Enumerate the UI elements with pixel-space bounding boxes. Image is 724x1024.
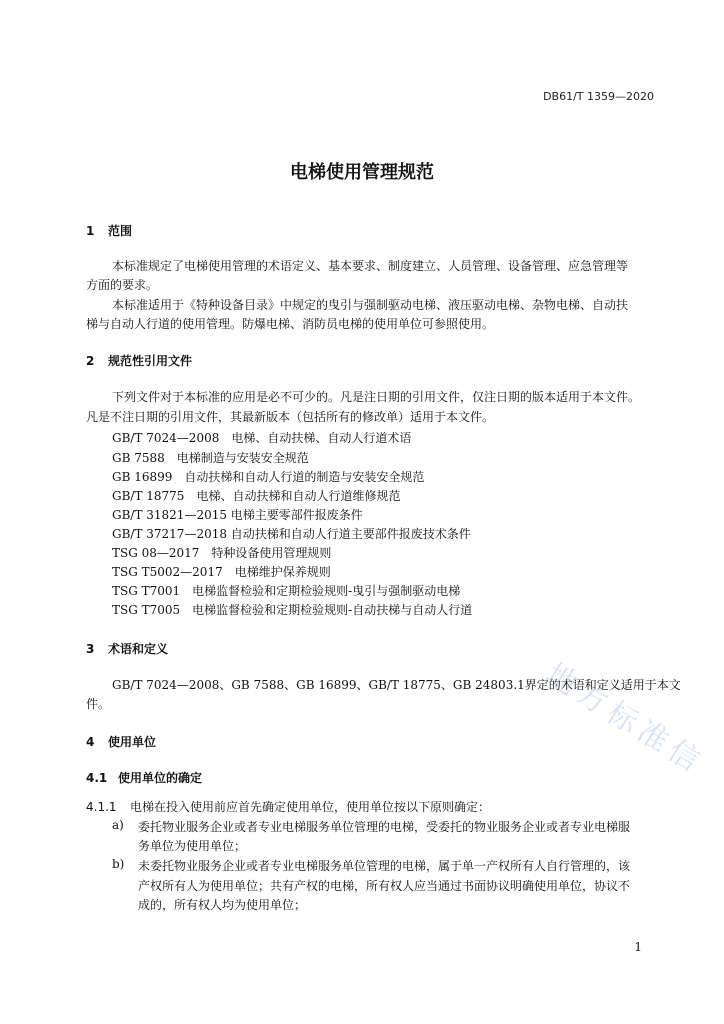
section-number: 1 [86,224,95,238]
list-item-line: 产权所有人为使用单位；共有产权的电梯，所有权人应当通过书面协议明确使用单位，协议不 [138,879,631,893]
reference-item: GB/T 31821—2015 电梯主要零部件报废条件 [112,508,363,522]
section-title: 范围 [108,224,133,238]
section-4-heading [86,733,156,750]
paragraph-line: 梯与自动人行道的使用管理。防爆电梯、消防员电梯的使用单位可参照使用。 [86,317,495,331]
reference-item: GB/T 7024—2008 电梯、自动扶梯、自动人行道术语 [112,431,412,445]
paragraph-line: 凡是不注日期的引用文件，其最新版本（包括所有的修改单）适用于本文件。 [86,410,495,424]
paragraph-line: 本标准规定了电梯使用管理的术语定义、基本要求、制度建立、人员管理、设备管理、应急管理等 [112,259,629,273]
paragraph-line: 方面的要求。 [86,278,159,292]
section-title: 规范性引用文件 [108,354,193,368]
list-item-line: 未委托物业服务企业或者专业电梯服务单位管理的电梯，属于单一产权所有人自行管理的，该 [138,859,631,873]
document-number: DB61/T 1359—2020 [543,90,654,103]
reference-item: GB 7588 电梯制造与安装安全规范 [112,451,309,465]
section-title: 术语和定义 [108,642,169,656]
reference-item: GB 16899 自动扶梯和自动人行道的制造与安装安全规范 [112,470,425,484]
section-1-heading [86,222,132,239]
clause-text: 电梯在投入使用前应首先确定使用单位，使用单位按以下原则确定： [130,800,491,814]
section-number: 3 [86,642,95,656]
list-item-label-b: b) [112,857,125,871]
section-3-heading [86,640,168,657]
list-item-line: 成的，所有权人均为使用单位； [138,898,307,912]
list-item-line: 务单位为使用单位； [138,839,247,853]
reference-item: TSG T7005 电梯监督检验和定期检验规则-自动扶梯与自动人行道 [112,603,473,617]
section-2-heading [86,352,192,369]
paragraph-line: 件。 [86,697,111,711]
page-number: 1 [634,940,642,954]
section-number: 4.1 [86,771,108,785]
reference-item: TSG 08—2017 特种设备使用管理规则 [112,546,332,560]
clause-number: 4.1.1 [86,800,117,814]
reference-item: TSG T5002—2017 电梯维护保养规则 [112,565,331,579]
section-4-1-heading [86,769,202,786]
paragraph-line: 本标准适用于《特种设备目录》中规定的曳引与强制驱动电梯、液压驱动电梯、杂物电梯、自动扶 [112,298,629,312]
reference-item: GB/T 18775 电梯、自动扶梯和自动人行道维修规范 [112,489,401,503]
section-title: 使用单位 [108,735,157,749]
section-number: 4 [86,735,95,749]
watermark: 地方标准信 [539,656,711,782]
section-number: 2 [86,354,95,368]
list-item-label-a: a) [112,818,124,832]
reference-item: TSG T7001 电梯监督检验和定期检验规则-曳引与强制驱动电梯 [112,584,461,598]
section-title: 使用单位的确定 [118,771,203,785]
list-item-line: 委托物业服务企业或者专业电梯服务单位管理的电梯，受委托的物业服务企业或者专业电梯服 [138,820,631,834]
clause-4-1-1 [86,798,490,815]
reference-item: GB/T 37217—2018 自动扶梯和自动人行道主要部件报废技术条件 [112,527,471,541]
paragraph-line: GB/T 7024—2008、GB 7588、GB 16899、GB/T 18775、GB 24803.1界定的术语和定义适用于本文 [112,678,681,692]
document-title: 电梯使用管理规范 [290,162,434,183]
paragraph-line: 下列文件对于本标准的应用是必不可少的。凡是注日期的引用文件，仅注日期的版本适用于本文件。 [112,390,641,404]
